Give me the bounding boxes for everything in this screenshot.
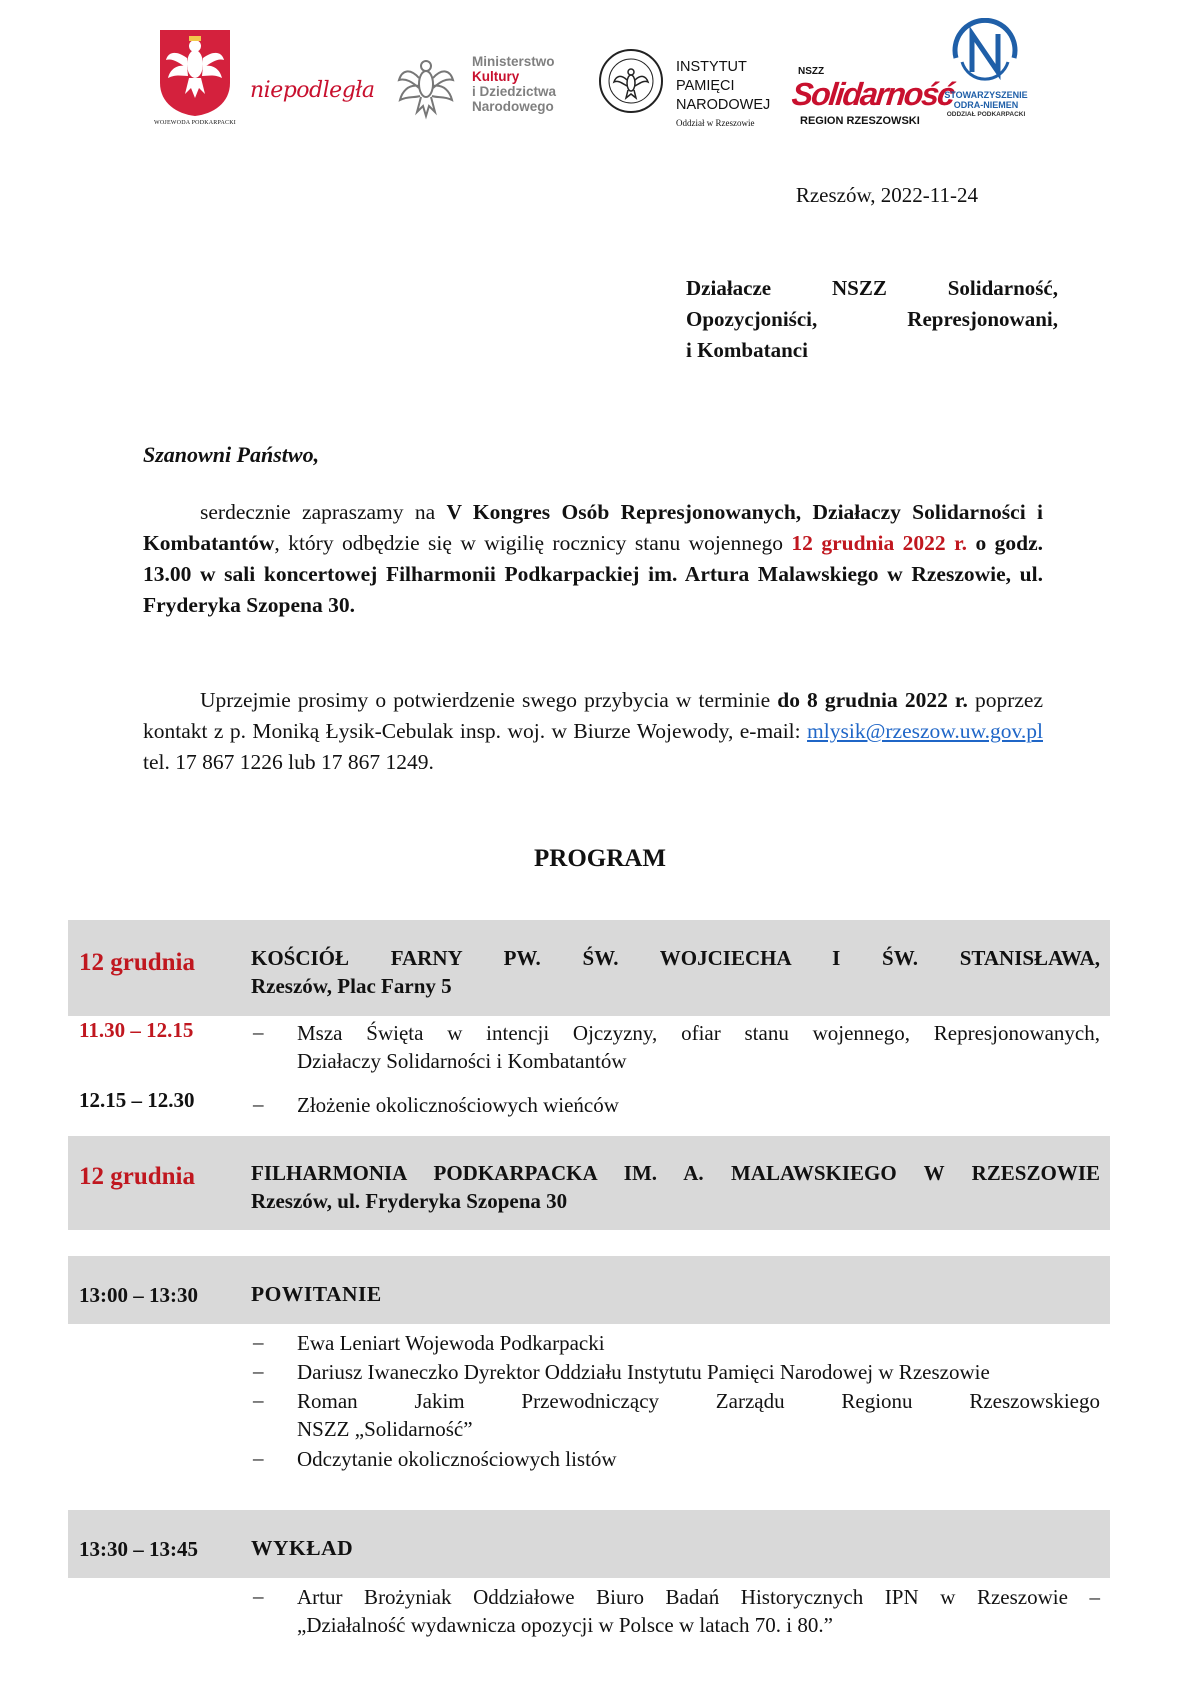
item-line: „Działalność wydawnicza opozycji w Polsce w latach 70. i 80.” (297, 1613, 833, 1637)
solidarnosc-logo: Solidarność (790, 76, 956, 112)
list-item: Dariusz Iwaneczko Dyrektor Oddziału Instytutu Pamięci Narodowej w Rzeszowie (297, 1360, 990, 1384)
mkidn-line-3: i Dziedzictwa (472, 84, 557, 99)
recipient-line: Działacze NSZZ Solidarność, (686, 276, 1058, 300)
list-item: Ewa Leniart Wojewoda Podkarpacki (297, 1331, 605, 1355)
niepodlegla-logo: niepodległa (250, 78, 375, 103)
ipn-seal-icon (598, 48, 664, 114)
list-item: Złożenie okolicznościowych wieńców (297, 1093, 619, 1117)
item-time: 13:30 – 13:45 (79, 1537, 198, 1561)
item-line: Działaczy Solidarności i Kombatantów (297, 1049, 627, 1073)
congress-name: V Kongres Osób Represjonowanych, Działaczy Solidarności i Kombatantów (143, 500, 1043, 555)
odra-niemen-text (918, 90, 1054, 120)
item-line: Artur Brożyniak Oddziałowe Biuro Badań Historycznych IPN w Rzeszowie – (297, 1585, 1100, 1609)
letter-date: Rzeszów, 2022-11-24 (795, 183, 978, 207)
polish-eagle-emblem-icon (158, 28, 232, 118)
p2-text: Uprzejmie prosimy o potwierdzenie swego przybycia w terminie (200, 688, 778, 712)
program-title: PROGRAM (534, 845, 666, 872)
section-heading: WYKŁAD (251, 1536, 354, 1560)
ministry-eagle-icon (396, 50, 456, 120)
ipn-branch-caption: Oddział w Rzeszowie (676, 118, 755, 128)
phone-numbers: tel. 17 867 1226 lub 17 867 1249. (143, 750, 434, 774)
list-dash: – (253, 1584, 264, 1608)
on-line-2: ODRA-NIEMEN (953, 100, 1019, 110)
logo-strip (150, 18, 1050, 138)
list-dash: – (253, 1092, 264, 1116)
on-sub: ODDZIAŁ PODKARPACKI (946, 111, 1026, 118)
program-band (68, 1510, 1110, 1578)
rsvp-deadline: do 8 grudnia 2022 r. (777, 688, 968, 712)
recipients-block (686, 273, 1058, 366)
program-band (68, 1256, 1110, 1324)
block-date: 12 grudnia (79, 949, 196, 976)
list-dash: – (253, 1446, 264, 1470)
nszz-label: NSZZ (798, 66, 825, 77)
mkidn-line-2: Kultury (472, 69, 520, 84)
p2-text: poprzez kontakt z p. Moniką Łysik-Cebulak insp. woj. w Biurze Wojewody, e-mail: (143, 688, 1043, 743)
recipient-line: Opozycjoniści, Represjonowani, (686, 307, 1058, 331)
invitation-paragraph (143, 497, 1043, 621)
solidarnosc-region: REGION RZESZOWSKI (800, 115, 920, 127)
rsvp-paragraph (143, 685, 1043, 778)
item-line: Roman Jakim Przewodniczący Zarządu Regionu Rzeszowskiego (297, 1389, 1100, 1413)
emblem-caption: WOJEWODA PODKARPACKI (154, 120, 236, 126)
item-time: 12.15 – 12.30 (79, 1088, 195, 1112)
event-place: o godz. 13.00 w sali koncertowej Filharmonii Podkarpackiej im. Artura Malawskiego w Rzeszowie, ul. Fryderyka Szopena 30. (143, 531, 1043, 617)
on-line-1: STOWARZYSZENIE (944, 90, 1028, 100)
ipn-line-2: PAMIĘCI (676, 78, 735, 94)
ipn-line-1: INSTYTUT (676, 59, 747, 75)
section-heading: POWITANIE (251, 1282, 382, 1306)
venue (251, 1159, 1100, 1215)
item-line: NSZZ „Solidarność” (297, 1417, 473, 1441)
item-line: Msza Święta w intencji Ojczyzny, ofiar stanu wojennego, Represjonowanych, (297, 1021, 1100, 1045)
salutation: Szanowni Państwo, (143, 442, 320, 467)
email-link[interactable]: mlysik@rzeszow.uw.gov.pl (807, 719, 1043, 743)
list-item: Odczytanie okolicznościowych listów (297, 1447, 617, 1471)
mkidn-line-1: Ministerstwo (472, 54, 555, 69)
recipient-line: i Kombatanci (686, 338, 808, 362)
ipn-logo-text (676, 58, 770, 115)
p1-text: , który odbędzie się w wigilię rocznicy stanu wojennego (274, 531, 792, 555)
p1-text: serdecznie zapraszamy na (200, 500, 447, 524)
ministry-culture-logo-text (472, 54, 556, 114)
list-dash: – (253, 1020, 264, 1044)
list-dash: – (253, 1388, 264, 1412)
list-item (297, 1387, 1100, 1443)
block-date: 12 grudnia (79, 1163, 196, 1190)
venue-address: Rzeszów, ul. Fryderyka Szopena 30 (251, 1189, 568, 1213)
venue-name: KOŚCIÓŁ FARNY PW. ŚW. WOJCIECHA I ŚW. STANISŁAWA, (251, 946, 1100, 970)
mkidn-line-4: Narodowego (472, 99, 554, 114)
venue (251, 944, 1100, 1000)
list-item (297, 1019, 1100, 1075)
ipn-line-3: NARODOWEJ (676, 97, 771, 113)
list-dash: – (253, 1330, 264, 1354)
item-time: 11.30 – 12.15 (79, 1018, 194, 1042)
venue-address: Rzeszów, Plac Farny 5 (251, 974, 452, 998)
venue-name: FILHARMONIA PODKARPACKA IM. A. MALAWSKIEGO W RZESZOWIE (251, 1161, 1100, 1185)
list-dash: – (253, 1359, 264, 1383)
event-date: 12 grudnia 2022 r. (791, 531, 968, 555)
odra-niemen-logo-icon (948, 18, 1022, 92)
list-item (297, 1583, 1100, 1639)
item-time: 13:00 – 13:30 (79, 1283, 198, 1307)
